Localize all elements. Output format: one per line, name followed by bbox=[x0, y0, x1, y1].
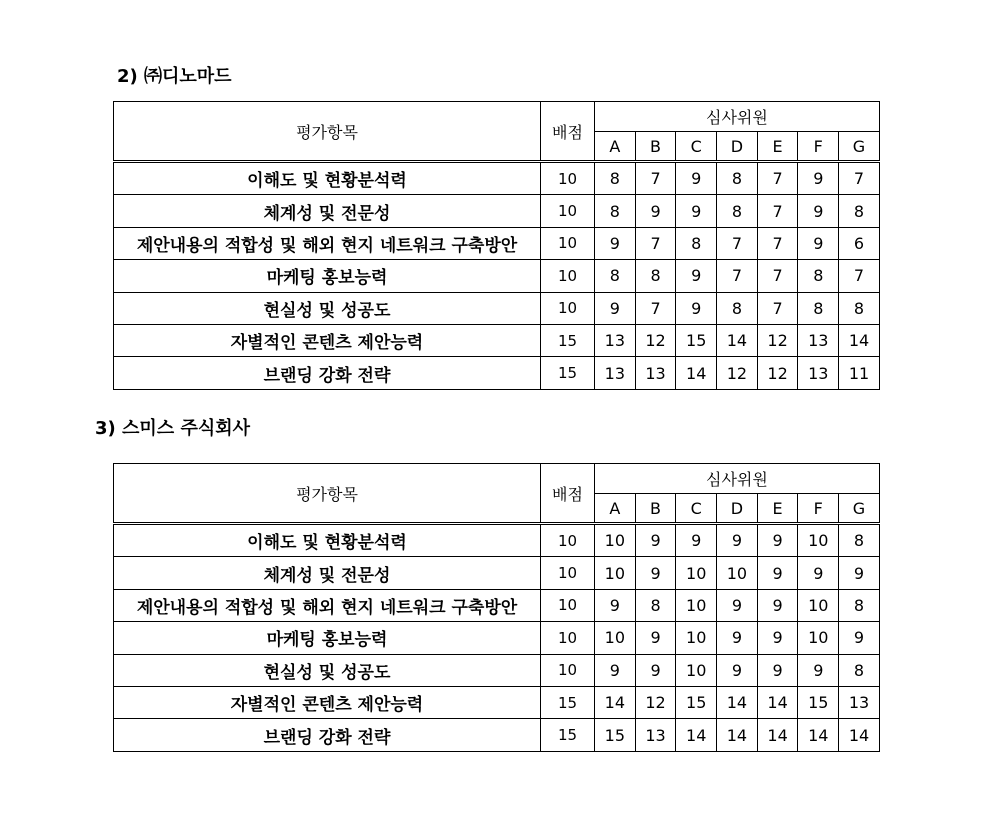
judge-score-cell: 15 bbox=[595, 719, 636, 751]
judge-score-cell: 8 bbox=[798, 260, 839, 292]
judge-score-cell: 15 bbox=[676, 324, 717, 356]
judge-score-cell: 7 bbox=[839, 260, 880, 292]
judge-score-cell: 9 bbox=[717, 622, 758, 654]
table-row bbox=[114, 260, 880, 292]
evaluation-item-cell: 체계성 및 전문성 bbox=[114, 557, 541, 589]
judge-score-cell: 8 bbox=[635, 589, 676, 621]
judge-score-cell: 9 bbox=[798, 162, 839, 195]
judge-score-cell: 8 bbox=[717, 195, 758, 227]
judge-score-cell: 9 bbox=[595, 654, 636, 686]
table-row bbox=[114, 557, 880, 589]
judge-score-cell: 10 bbox=[595, 524, 636, 557]
judge-score-cell: 9 bbox=[798, 195, 839, 227]
judge-score-cell: 7 bbox=[635, 292, 676, 324]
judge-score-cell: 9 bbox=[839, 557, 880, 589]
evaluation-table-dinomad bbox=[113, 101, 880, 390]
judge-score-cell: 7 bbox=[635, 227, 676, 259]
header-judge-letter: E bbox=[757, 494, 798, 524]
judge-score-cell: 14 bbox=[717, 719, 758, 751]
evaluation-item-cell: 체계성 및 전문성 bbox=[114, 195, 541, 227]
judge-score-cell: 7 bbox=[757, 162, 798, 195]
header-score: 배점 bbox=[541, 102, 595, 162]
table-row bbox=[114, 654, 880, 686]
header-score: 배점 bbox=[541, 464, 595, 524]
evaluation-item-cell: 자별적인 콘텐츠 제안능력 bbox=[114, 686, 541, 718]
max-score-cell: 15 bbox=[541, 686, 595, 718]
judge-score-cell: 8 bbox=[839, 195, 880, 227]
judge-score-cell: 13 bbox=[798, 324, 839, 356]
judge-score-cell: 9 bbox=[717, 654, 758, 686]
judge-score-cell: 8 bbox=[595, 195, 636, 227]
judge-score-cell: 13 bbox=[595, 357, 636, 389]
header-judge-letter: C bbox=[676, 494, 717, 524]
judge-score-cell: 8 bbox=[635, 260, 676, 292]
judge-score-cell: 14 bbox=[839, 719, 880, 751]
judge-score-cell: 13 bbox=[635, 719, 676, 751]
judge-score-cell: 9 bbox=[798, 227, 839, 259]
max-score-cell: 10 bbox=[541, 557, 595, 589]
judge-score-cell: 8 bbox=[595, 260, 636, 292]
header-judge-letter: B bbox=[635, 132, 676, 162]
header-evaluation-item: 평가항목 bbox=[114, 102, 541, 162]
judge-score-cell: 9 bbox=[676, 524, 717, 557]
header-judge-letter: D bbox=[717, 132, 758, 162]
judge-score-cell: 9 bbox=[595, 589, 636, 621]
judge-score-cell: 9 bbox=[757, 524, 798, 557]
max-score-cell: 10 bbox=[541, 195, 595, 227]
judge-score-cell: 15 bbox=[798, 686, 839, 718]
judge-score-cell: 12 bbox=[757, 357, 798, 389]
max-score-cell: 10 bbox=[541, 622, 595, 654]
evaluation-item-cell: 현실성 및 성공도 bbox=[114, 654, 541, 686]
header-judges: 심사위원 bbox=[595, 102, 880, 132]
judge-score-cell: 8 bbox=[839, 524, 880, 557]
judge-score-cell: 9 bbox=[676, 260, 717, 292]
header-judge-letter: D bbox=[717, 494, 758, 524]
judge-score-cell: 10 bbox=[798, 589, 839, 621]
evaluation-table-smith bbox=[113, 463, 880, 752]
judge-score-cell: 14 bbox=[839, 324, 880, 356]
judge-score-cell: 12 bbox=[635, 324, 676, 356]
judge-score-cell: 7 bbox=[757, 227, 798, 259]
judge-score-cell: 13 bbox=[839, 686, 880, 718]
max-score-cell: 15 bbox=[541, 357, 595, 389]
judge-score-cell: 6 bbox=[839, 227, 880, 259]
table-row bbox=[114, 622, 880, 654]
judge-score-cell: 14 bbox=[595, 686, 636, 718]
judge-score-cell: 10 bbox=[717, 557, 758, 589]
table-row bbox=[114, 162, 880, 195]
table-row bbox=[114, 292, 880, 324]
header-judge-letter: F bbox=[798, 132, 839, 162]
table-row bbox=[114, 719, 880, 751]
evaluation-item-cell: 마케팅 홍보능력 bbox=[114, 622, 541, 654]
table-row bbox=[114, 324, 880, 356]
judge-score-cell: 10 bbox=[798, 524, 839, 557]
header-judge-letter: F bbox=[798, 494, 839, 524]
evaluation-item-cell: 제안내용의 적합성 및 해외 현지 네트워크 구축방안 bbox=[114, 589, 541, 621]
header-judges: 심사위원 bbox=[595, 464, 880, 494]
evaluation-item-cell: 마케팅 홍보능력 bbox=[114, 260, 541, 292]
max-score-cell: 15 bbox=[541, 719, 595, 751]
header-judge-letter: G bbox=[839, 132, 880, 162]
judge-score-cell: 9 bbox=[595, 292, 636, 324]
judge-score-cell: 7 bbox=[757, 195, 798, 227]
judge-score-cell: 9 bbox=[798, 654, 839, 686]
judge-score-cell: 14 bbox=[757, 719, 798, 751]
judge-score-cell: 7 bbox=[717, 260, 758, 292]
judge-score-cell: 9 bbox=[717, 589, 758, 621]
max-score-cell: 10 bbox=[541, 524, 595, 557]
judge-score-cell: 9 bbox=[635, 195, 676, 227]
judge-score-cell: 9 bbox=[595, 227, 636, 259]
judge-score-cell: 10 bbox=[595, 557, 636, 589]
judge-score-cell: 8 bbox=[798, 292, 839, 324]
section-title-smith: 3) 스미스 주식회사 bbox=[95, 418, 250, 439]
judge-score-cell: 9 bbox=[635, 622, 676, 654]
judge-score-cell: 13 bbox=[595, 324, 636, 356]
table-row bbox=[114, 589, 880, 621]
max-score-cell: 15 bbox=[541, 324, 595, 356]
header-judge-letter: A bbox=[595, 494, 636, 524]
judge-score-cell: 8 bbox=[839, 292, 880, 324]
judge-score-cell: 9 bbox=[757, 654, 798, 686]
judge-score-cell: 7 bbox=[635, 162, 676, 195]
judge-score-cell: 8 bbox=[839, 654, 880, 686]
judge-score-cell: 7 bbox=[717, 227, 758, 259]
judge-score-cell: 8 bbox=[717, 162, 758, 195]
judge-score-cell: 12 bbox=[757, 324, 798, 356]
evaluation-item-cell: 이해도 및 현황분석력 bbox=[114, 162, 541, 195]
judge-score-cell: 9 bbox=[757, 622, 798, 654]
judge-score-cell: 8 bbox=[717, 292, 758, 324]
judge-score-cell: 9 bbox=[676, 292, 717, 324]
table-row bbox=[114, 686, 880, 718]
table-row bbox=[114, 227, 880, 259]
judge-score-cell: 14 bbox=[757, 686, 798, 718]
header-judge-letter: C bbox=[676, 132, 717, 162]
max-score-cell: 10 bbox=[541, 260, 595, 292]
max-score-cell: 10 bbox=[541, 227, 595, 259]
judge-score-cell: 8 bbox=[676, 227, 717, 259]
judge-score-cell: 9 bbox=[839, 622, 880, 654]
evaluation-item-cell: 자별적인 콘텐츠 제안능력 bbox=[114, 324, 541, 356]
header-judge-letter: A bbox=[595, 132, 636, 162]
judge-score-cell: 9 bbox=[757, 557, 798, 589]
header-judge-letter: E bbox=[757, 132, 798, 162]
max-score-cell: 10 bbox=[541, 292, 595, 324]
max-score-cell: 10 bbox=[541, 162, 595, 195]
judge-score-cell: 9 bbox=[717, 524, 758, 557]
evaluation-item-cell: 현실성 및 성공도 bbox=[114, 292, 541, 324]
max-score-cell: 10 bbox=[541, 589, 595, 621]
judge-score-cell: 14 bbox=[717, 686, 758, 718]
max-score-cell: 10 bbox=[541, 654, 595, 686]
judge-score-cell: 7 bbox=[839, 162, 880, 195]
judge-score-cell: 12 bbox=[717, 357, 758, 389]
judge-score-cell: 9 bbox=[757, 589, 798, 621]
judge-score-cell: 15 bbox=[676, 686, 717, 718]
table-row bbox=[114, 524, 880, 557]
judge-score-cell: 14 bbox=[676, 719, 717, 751]
table-row bbox=[114, 357, 880, 389]
judge-score-cell: 9 bbox=[635, 557, 676, 589]
evaluation-item-cell: 제안내용의 적합성 및 해외 현지 네트워크 구축방안 bbox=[114, 227, 541, 259]
judge-score-cell: 10 bbox=[798, 622, 839, 654]
judge-score-cell: 10 bbox=[676, 622, 717, 654]
judge-score-cell: 12 bbox=[635, 686, 676, 718]
judge-score-cell: 9 bbox=[635, 524, 676, 557]
judge-score-cell: 13 bbox=[798, 357, 839, 389]
evaluation-item-cell: 이해도 및 현황분석력 bbox=[114, 524, 541, 557]
judge-score-cell: 11 bbox=[839, 357, 880, 389]
judge-score-cell: 8 bbox=[595, 162, 636, 195]
judge-score-cell: 9 bbox=[676, 195, 717, 227]
judge-score-cell: 13 bbox=[635, 357, 676, 389]
judge-score-cell: 10 bbox=[676, 557, 717, 589]
judge-score-cell: 7 bbox=[757, 260, 798, 292]
judge-score-cell: 8 bbox=[839, 589, 880, 621]
judge-score-cell: 9 bbox=[635, 654, 676, 686]
section-title-dinomad: 2) ㈜디노마드 bbox=[117, 66, 232, 87]
judge-score-cell: 10 bbox=[595, 622, 636, 654]
evaluation-item-cell: 브랜딩 강화 전략 bbox=[114, 719, 541, 751]
judge-score-cell: 14 bbox=[676, 357, 717, 389]
judge-score-cell: 7 bbox=[757, 292, 798, 324]
table-row bbox=[114, 195, 880, 227]
judge-score-cell: 10 bbox=[676, 589, 717, 621]
judge-score-cell: 9 bbox=[798, 557, 839, 589]
judge-score-cell: 9 bbox=[676, 162, 717, 195]
header-judge-letter: B bbox=[635, 494, 676, 524]
header-evaluation-item: 평가항목 bbox=[114, 464, 541, 524]
judge-score-cell: 10 bbox=[676, 654, 717, 686]
judge-score-cell: 14 bbox=[798, 719, 839, 751]
judge-score-cell: 14 bbox=[717, 324, 758, 356]
evaluation-item-cell: 브랜딩 강화 전략 bbox=[114, 357, 541, 389]
header-judge-letter: G bbox=[839, 494, 880, 524]
